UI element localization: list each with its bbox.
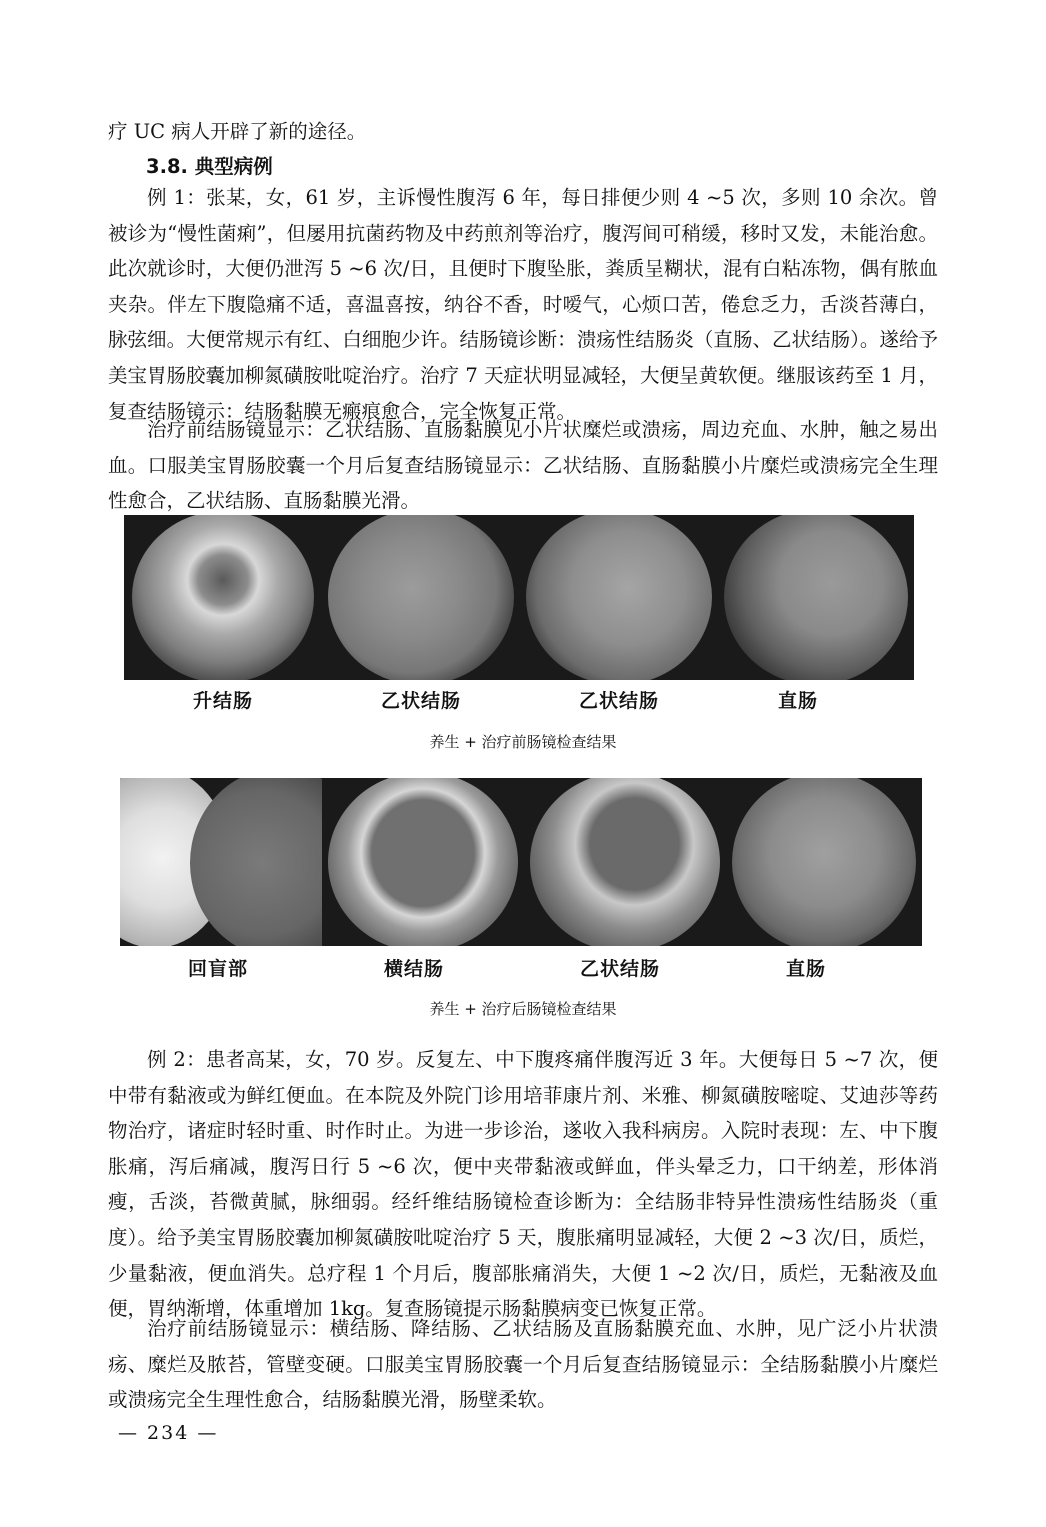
figure-after-label-1: 回盲部	[187, 958, 248, 980]
case2-paragraph-2: 治疗前结肠镜显示：横结肠、降结肠、乙状结肠及直肠黏膜充血、水肿，见广泛小片状溃疡、糜烂及脓苔，管壁变硬。口服美宝胃肠胶囊一个月后复查结肠镜显示：全结肠黏膜小片糜烂或溃疡完全生理性愈合，结肠黏膜光滑，肠壁柔软。	[108, 1317, 938, 1412]
figure-after-label-3: 乙状结肠	[579, 958, 660, 980]
endoscopy-image-rectum	[718, 515, 914, 680]
section-heading: 3.8. 典型病例	[146, 155, 273, 178]
figure-before-label-4: 直肠	[777, 690, 818, 712]
figure-after-caption: 养生 + 治疗后肠镜检查结果	[429, 1000, 617, 1018]
figure-before-label-2: 乙状结肠	[380, 690, 461, 712]
figure-before-caption: 养生 + 治疗前肠镜检查结果	[429, 733, 617, 751]
case2-paragraph-1: 例 2：患者高某，女，70 岁。反复左、中下腹疼痛伴腹泻近 3 年。大便每日 5 ~7 次，便中带有黏液或为鲜红便血。在本院及外院门诊用培菲康片剂、米雅、柳氮磺胺嘧啶、艾迪莎等药物治疗，诸症时轻时重、时作时止。为进一步诊治，遂收入我科病房。入院时表现：左、中下腹胀痛，泻后痛减，腹泻日行 5 ~6 次，便中夹带黏液或鲜血，伴头晕乏力，口干纳差，形体消瘦，舌淡，苔微黄腻，脉细弱。经纤维结肠镜检查诊断为：全结肠非特异性溃疡性结肠炎（重度）。给予美宝胃肠胶囊加柳氮磺胺吡啶治疗 5 天，腹胀痛明显减轻，大便 2 ~3 次/日，质烂，少量黏液，便血消失。总疗程 1 个月后，腹部胀痛消失，大便 1 ~2 次/日，质烂，无黏液及血便，胃纳渐增，体重增加 1kg。复查肠镜提示肠黏膜病变已恢复正常。	[108, 1048, 938, 1321]
figure-after-label-2: 横结肠	[383, 958, 444, 980]
endoscopy-image-rectum-after	[726, 778, 922, 946]
page-number: — 234 —	[118, 1422, 219, 1444]
case1-paragraph-1: 例 1：张某，女，61 岁，主诉慢性腹泻 6 年，每日排便少则 4 ~5 次，多则 10 余次。曾被诊为“慢性菌痢”，但屡用抗菌药物及中药煎剂等治疗，腹泻间可稍缓，移时又发，未能治愈。此次就诊时，大便仍泄泻 5 ~6 次/日，且便时下腹坠胀，粪质呈糊状，混有白粘冻物，偶有脓血夹杂。伴左下腹隐痛不适，喜温喜按，纳谷不香，时嗳气，心烦口苦，倦怠乏力，舌淡苔薄白，脉弦细。大便常规示有红、白细胞少许。结肠镜诊断：溃疡性结肠炎（直肠、乙状结肠）。遂给予美宝胃肠胶囊加柳氮磺胺吡啶治疗。治疗 7 天症状明显减轻，大便呈黄软便。继服该药至 1 月，复查结肠镜示：结肠黏膜无瘢痕愈合，完全恢复正常。	[108, 186, 938, 423]
figure-before-label-1: 升结肠	[192, 690, 253, 712]
endoscopy-image-ileocecal	[120, 778, 322, 946]
figure-before-label-3: 乙状结肠	[578, 690, 659, 712]
endoscopy-image-ascending-colon	[124, 515, 322, 680]
intro-tail-text: 疗 UC 病人开辟了新的途径。	[108, 120, 367, 143]
endoscopy-image-transverse-colon	[322, 778, 524, 946]
endoscopy-image-sigmoid-colon-1	[322, 515, 520, 680]
figure-after-label-4: 直肠	[785, 958, 826, 980]
endoscopy-image-sigmoid-colon-2	[520, 515, 718, 680]
endoscopy-image-sigmoid-colon-after	[524, 778, 726, 946]
case1-paragraph-2: 治疗前结肠镜显示：乙状结肠、直肠黏膜见小片状糜烂或溃疡，周边充血、水肿，触之易出血。口服美宝胃肠胶囊一个月后复查结肠镜显示：乙状结肠、直肠黏膜小片糜烂或溃疡完全生理性愈合，乙状结肠、直肠黏膜光滑。	[108, 418, 938, 513]
